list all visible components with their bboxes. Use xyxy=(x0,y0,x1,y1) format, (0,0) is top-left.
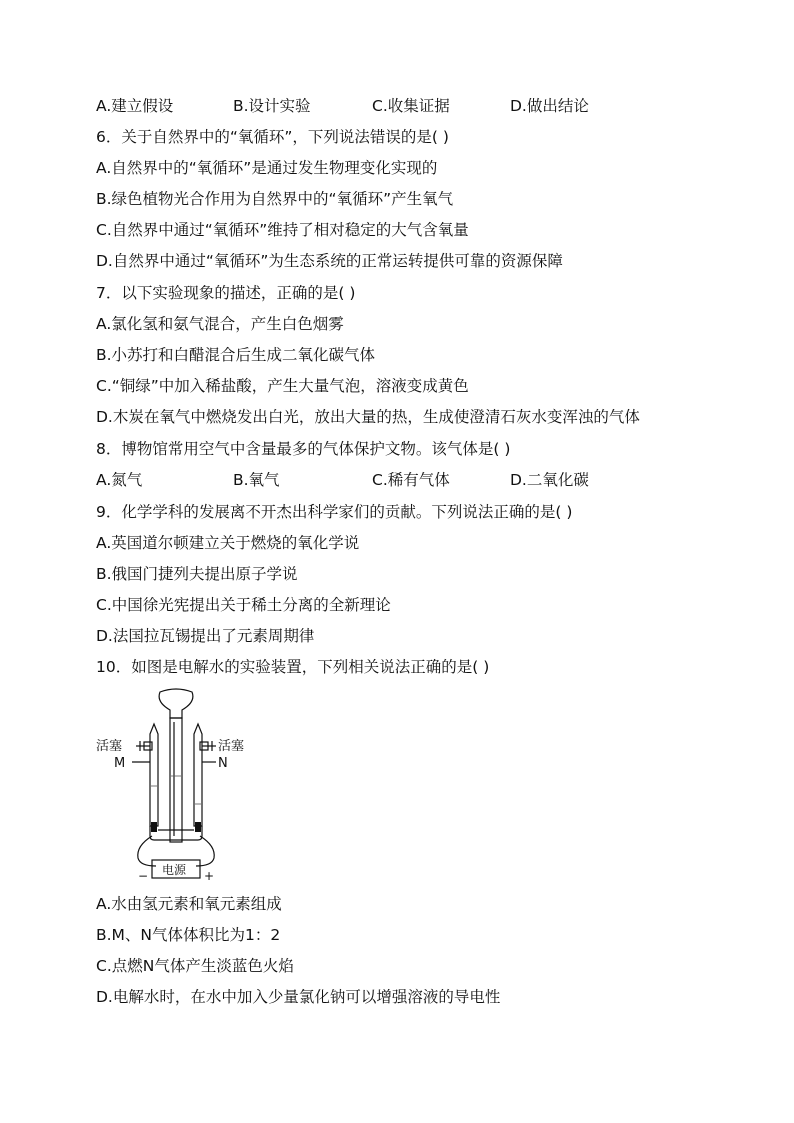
q6-stem: 6．关于自然界中的“氧循环”，下列说法错误的是( ) xyxy=(96,128,449,146)
q10-option-c: C.点燃N气体产生淡蓝色火焰 xyxy=(96,957,294,975)
left-tube-label: M xyxy=(114,756,126,771)
q7-option-a: A.氯化氢和氨气混合，产生白色烟雾 xyxy=(96,315,344,333)
left-electrode xyxy=(151,822,157,832)
bottom-connector xyxy=(150,826,202,840)
q6-option-b: B.绿色植物光合作用为自然界中的“氧循环”产生氧气 xyxy=(96,190,454,208)
q5-option-b: B.设计实验 xyxy=(233,97,311,115)
q10-option-a: A.水由氢元素和氧元素组成 xyxy=(96,895,282,913)
power-label: 电源 xyxy=(162,863,187,877)
minus-sign: − xyxy=(138,869,149,883)
q9-option-a: A.英国道尔顿建立关于燃烧的氧化学说 xyxy=(96,534,360,552)
q6-option-a: A.自然界中的“氧循环”是通过发生物理变化实现的 xyxy=(96,159,438,177)
right-stopcock xyxy=(200,741,216,751)
right-electrode xyxy=(195,822,201,832)
left-stopcock xyxy=(136,741,152,751)
q7-option-c: C.“铜绿”中加入稀盐酸，产生大量气泡，溶液变成黄色 xyxy=(96,377,469,395)
right-valve-label: 活塞 xyxy=(218,739,245,754)
q7-stem: 7．以下实验现象的描述，正确的是( ) xyxy=(96,284,356,302)
left-tube-m xyxy=(150,724,158,826)
q8-stem: 8．博物馆常用空气中含量最多的气体保护文物。该气体是( ) xyxy=(96,440,511,458)
center-tube xyxy=(170,718,182,842)
q8-option-b: B.氧气 xyxy=(233,471,280,489)
q9-stem: 9．化学学科的发展离不开杰出科学家们的贡献。下列说法正确的是( ) xyxy=(96,503,573,521)
plus-sign: + xyxy=(204,869,215,883)
q9-option-c: C.中国徐光宪提出关于稀土分离的全新理论 xyxy=(96,596,391,614)
q5-option-d: D.做出结论 xyxy=(510,97,589,115)
q5-option-c: C.收集证据 xyxy=(372,97,450,115)
q10-option-d: D.电解水时，在水中加入少量氯化钠可以增强溶液的导电性 xyxy=(96,988,501,1006)
q8-option-a: A.氮气 xyxy=(96,471,143,489)
right-tube-label: N xyxy=(218,756,228,771)
q8-option-c: C.稀有气体 xyxy=(372,471,450,489)
right-tube-n xyxy=(194,724,202,826)
q5-option-a: A.建立假设 xyxy=(96,97,174,115)
q10-option-b: B.M、N气体体积比为1：2 xyxy=(96,926,281,944)
q9-option-d: D.法国拉瓦锡提出了元素周期律 xyxy=(96,627,315,645)
q9-option-b: B.俄国门捷列夫提出原子学说 xyxy=(96,565,298,583)
q10-stem: 10．如图是电解水的实验装置，下列相关说法正确的是( ) xyxy=(96,658,490,676)
q7-option-b: B.小苏打和白醋混合后生成二氧化碳气体 xyxy=(96,346,376,364)
q6-option-d: D.自然界中通过“氧循环”为生态系统的正常运转提供可靠的资源保障 xyxy=(96,252,563,270)
reservoir-funnel xyxy=(159,689,193,718)
q6-option-c: C.自然界中通过“氧循环”维持了相对稳定的大气含氧量 xyxy=(96,221,469,239)
q7-option-d: D.木炭在氧气中燃烧发出白光，放出大量的热，生成使澄清石灰水变浑浊的气体 xyxy=(96,408,640,426)
q8-option-d: D.二氧化碳 xyxy=(510,471,589,489)
left-valve-label: 活塞 xyxy=(96,739,123,754)
electrolysis-apparatus-figure xyxy=(96,686,256,886)
